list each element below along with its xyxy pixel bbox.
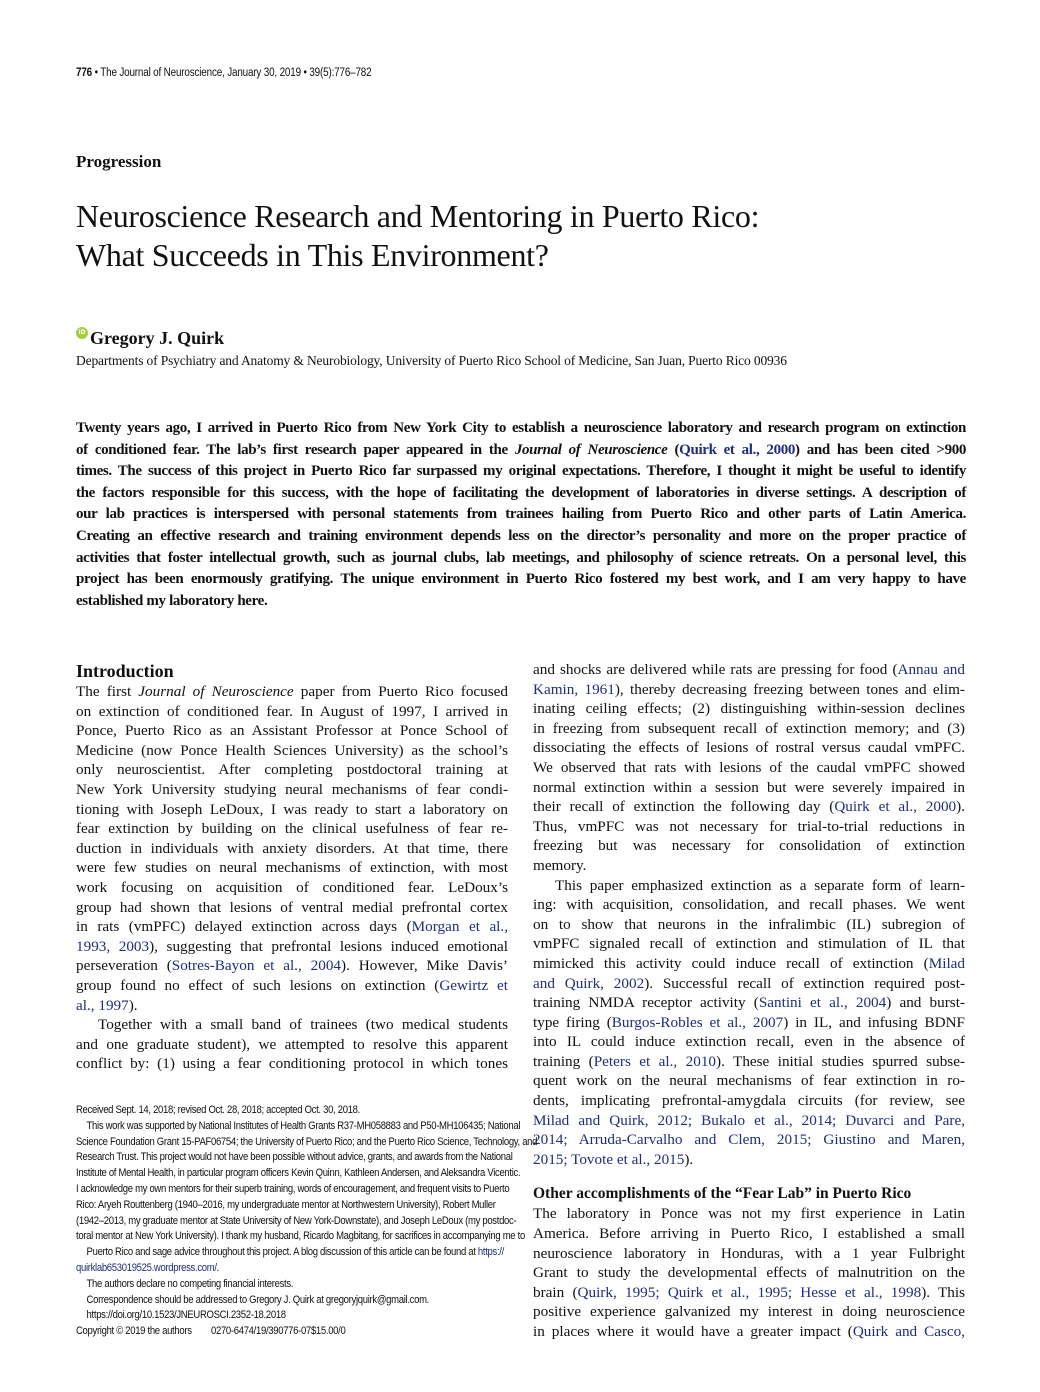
text-line: group found no effect of such lesions on extinction (Gewirtz et <box>76 976 508 994</box>
journal-info: The Journal of Neuroscience, January 30, 2019 <box>100 67 301 79</box>
footnote-line: Science Foundation Grant 15-PAF06754; the University of Puerto Rico; and the Puerto Rico Science, Technology, and <box>76 1135 538 1148</box>
text-line: ing: with acquisition, consolidation, and recall phases. We went <box>533 896 965 914</box>
citation-link[interactable]: Kamin, 1961 <box>533 680 615 698</box>
blog-line: Puerto Rico and sage advice throughout this project. A blog discussion of this article can be found at https:// <box>86 1246 504 1259</box>
citation-link[interactable]: 1993, 2003 <box>76 937 150 955</box>
page-number: 776 <box>76 67 92 79</box>
text-line: brain (Quirk, 1995; Quirk et al., 1995; Hesse et al., 1998). This <box>533 1283 966 1301</box>
orcid-icon[interactable]: iD <box>76 327 88 339</box>
text-line: and one graduate student), we attempted to resolve this apparent <box>76 1035 508 1053</box>
text-line: in rats (vmPFC) delayed extinction across days (Morgan et al., <box>76 918 508 936</box>
text-line: freezing but was necessary for consolidation of extinction <box>533 837 965 855</box>
text-line: New York University studying neural mechanisms of fear condi- <box>76 780 508 798</box>
received-dates: Received Sept. 14, 2018; revised Oct. 28, 2018; accepted Oct. 30, 2018. <box>76 1104 360 1116</box>
text-line: 2015; Tovote et al., 2015). <box>533 1150 694 1168</box>
text-line: group had shown that lesions of ventral medial prefrontal cortex <box>76 898 508 916</box>
citation-link[interactable]: Quirk et al., 2000 <box>679 441 796 458</box>
citation-link[interactable]: 2014; Arruda-Carvalho and Clem, 2015; Giustino and Maren, <box>533 1131 965 1149</box>
text-line: Twenty years ago, I arrived in Puerto Rico from New York City to establish a neuroscience laboratory and research program on extinction <box>76 420 966 436</box>
text-line: America. Before arriving in Puerto Rico, I established a small <box>533 1225 965 1243</box>
text-line: Together with a small band of trainees (two medical students <box>98 1016 508 1034</box>
footnote-line: Rico: Aryeh Routtenberg (1940–2016, my undergraduate mentor at Northwestern University), Robert Muller <box>76 1198 496 1211</box>
citation-link[interactable]: Quirk et al., 2000 <box>834 798 957 816</box>
text-line: activities that foster intellectual growth, such as journal clubs, lab meetings, and philosophy of science retreats. On a personal level, this <box>76 549 966 566</box>
citation-link[interactable]: Morgan et al., <box>411 918 508 936</box>
correspondence: Correspondence should be addressed to Gregory J. Quirk at gregoryjquirk@gmail.com. <box>86 1293 430 1306</box>
text-line: Medicine (now Ponce Health Sciences University) as the school’s <box>76 741 508 759</box>
citation-link[interactable]: and Quirk, 2002 <box>533 974 645 992</box>
text-line: were few studies on neural mechanisms of extinction, with most <box>76 859 508 877</box>
text-line: type firing (Burgos-Robles et al., 2007) in IL, and infusing BDNF <box>533 1013 965 1031</box>
blog-link-cont[interactable]: quirklab653019525.wordpress.com/ <box>76 1261 217 1274</box>
copyright-line <box>76 1324 456 1340</box>
footnote-line: (1942–2013, my graduate mentor at State University of New York-Downstate), and Joseph LeDoux (my postdoc- <box>76 1214 517 1227</box>
right-column <box>533 660 965 1342</box>
citation-link[interactable]: Quirk and Casco, <box>852 1323 965 1340</box>
text-line: normal extinction within a session but were severely impaired in <box>533 778 965 796</box>
text-line: positive experience galvanized my interest in doing neuroscience <box>533 1303 965 1321</box>
text-line: perseveration (Sotres-Bayon et al., 2004). However, Mike Davis’ <box>76 957 508 975</box>
text-line: fear extinction by building on the clinical usefulness of fear re- <box>76 820 508 838</box>
text-line: Creating an effective research and training environment depends less on the director’s personality and more on the proper practice of <box>76 527 966 544</box>
text-line: The first Journal of Neuroscience paper from Puerto Rico focused <box>76 683 509 700</box>
text-line: on extinction of conditioned fear. In August of 1997, I arrived in <box>76 702 508 720</box>
footnote-line: I acknowledge my own mentors for their superb training, words of encouragement, and frequent visits to Puerto <box>76 1182 510 1195</box>
text-line: the factors responsible for this success, with the hope of facilitating the development of laboratories in diverse settings. A description of <box>76 484 966 501</box>
text-line: into IL could induce extinction recall, even in the absence of <box>533 1033 965 1051</box>
citation-link[interactable]: Peters et al., 2010 <box>593 1052 717 1070</box>
text-line: quent work on the neural mechanisms of fear extinction in ro- <box>533 1072 965 1090</box>
left-column <box>76 660 508 1074</box>
citation-link[interactable]: Sotres-Bayon et al., 2004 <box>171 957 342 975</box>
text-line: Ponce, Puerto Rico as an Assistant Professor at Ponce School of <box>76 722 508 740</box>
text-line: their recall of extinction the following day (Quirk et al., 2000). <box>533 798 965 816</box>
issn: 0270-6474/19/390776-07$15.00/0 <box>210 1325 346 1338</box>
article-title <box>76 197 759 275</box>
text-line: training NMDA receptor activity (Santini et al., 2004) and burst- <box>533 994 965 1012</box>
text-line: duction in individuals with anxiety disorders. At that time, there <box>76 839 508 857</box>
citation-link[interactable]: Santini et al., 2004 <box>758 994 887 1012</box>
text-line: established my laboratory here. <box>76 592 268 609</box>
text-line: Grant to study the developmental effects of malnutrition on the <box>533 1264 965 1282</box>
right-column-body <box>533 660 965 1169</box>
text-line <box>533 1111 965 1131</box>
text-line <box>533 1130 965 1150</box>
section-type: Progression <box>76 152 162 171</box>
blog-link[interactable]: https:// <box>477 1246 504 1259</box>
funding-acknowledgments <box>76 1119 538 1245</box>
text-line: conflict by: (1) using a fear conditioning protocol in which tones <box>76 1055 508 1073</box>
text-line: and shocks are delivered while rats are pressing for food (Annau and <box>533 661 965 678</box>
text-line: of conditioned fear. The lab’s first research paper appeared in the Journal of Neuroscience (Quirk et al., 2000) and has been cited >900 <box>76 441 967 458</box>
footnote-line: Institute of Mental Health, in particular program officers Kevin Quinn, Kathleen Andersen, and Aleksandra Vicentic. <box>76 1167 521 1180</box>
citation-link[interactable]: al., 1997 <box>76 996 129 1014</box>
text-line: We observed that rats with lesions of the caudal vmPFC showed <box>533 758 965 776</box>
text-line: on to show that neurons in the infralimbic (IL) subregion of <box>533 915 965 933</box>
doi-link[interactable]: https://doi.org/10.1523/JNEUROSCI.2352-18.2018 <box>86 1309 286 1322</box>
footnote-line: Research Trust. This project would not have been possible without advice, grants, and awards from the National <box>76 1151 513 1164</box>
title-line-1: Neuroscience Research and Mentoring in Puerto Rico: <box>76 198 760 234</box>
text-line: memory. <box>533 856 587 874</box>
text-line: The laboratory in Ponce was not my first experience in Latin <box>533 1205 965 1223</box>
footnotes <box>76 1103 538 1340</box>
subsection-heading: Other accomplishments of the “Fear Lab” in Puerto Rico <box>533 1185 912 1203</box>
volume-info: 39(5):776–782 <box>309 67 372 79</box>
running-header <box>76 67 371 79</box>
text-line: tioning with Joseph LeDoux, I was ready to start a laboratory on <box>76 800 508 818</box>
text-line: al., 1997). <box>76 996 138 1014</box>
competing-interests: The authors declare no competing financial interests. <box>86 1277 294 1290</box>
text-line: and Quirk, 2002). Successful recall of extinction required post- <box>533 974 965 992</box>
text-line: This paper emphasized extinction as a separate form of learn- <box>555 876 965 894</box>
italic-journal-name: Journal of Neuroscience <box>514 441 668 458</box>
section-heading-introduction: Introduction <box>76 661 174 681</box>
text-line: project has been enormously gratifying. The unique environment in Puerto Rico fostered my best work, and I am very happy to have <box>76 571 966 588</box>
text-line: Kamin, 1961), thereby decreasing freezing between tones and elim- <box>533 680 965 698</box>
author-affiliation: Departments of Psychiatry and Anatomy & Neurobiology, University of Puerto Rico School of Medicine, San Juan, Puerto Rico 00936 <box>76 353 787 368</box>
title-line-2: What Succeeds in This Environment? <box>76 237 549 273</box>
author-name: Gregory J. Quirk <box>90 328 225 348</box>
right-column-body-2 <box>533 1204 965 1341</box>
text-line: times. The success of this project in Puerto Rico far surpassed my original expectations. Therefore, I thought it might be useful to identify <box>76 463 966 480</box>
text-line: only neuroscientist. After completing postdoctoral training at <box>76 761 508 779</box>
abstract <box>76 418 966 612</box>
author-line <box>76 328 224 349</box>
citation-link[interactable]: 2015; Tovote et al., 2015 <box>533 1150 685 1168</box>
separator: • <box>303 67 307 79</box>
text-line: mimicked this activity could induce recall of extinction (Milad <box>533 954 965 972</box>
text-line: inating ceiling effects; (2) distinguishing within-session declines <box>533 700 965 718</box>
citation-link[interactable]: Gewirtz et <box>439 976 508 994</box>
separator: • <box>94 67 98 79</box>
text-line: our lab practices is interspersed with personal statements from trainees hailing from Puerto Rico and other parts of Latin America. <box>76 506 966 523</box>
citation-link[interactable]: Milad and Quirk, 2012; Bukalo et al., 2014; Duvarci and Pare, <box>533 1111 965 1129</box>
text-line: in freezing from subsequent recall of extinction memory; and (3) <box>533 719 965 737</box>
text-line: dents, implicating prefrontal-amygdala circuits (for review, see <box>533 1092 965 1110</box>
text-line: work focusing on acquisition of conditioned fear. LeDoux’s <box>76 878 508 896</box>
footnote-line: toral mentor at New York University). I thank my husband, Ricardo Magbitang, for sacrifices in accompanying me to <box>76 1230 525 1243</box>
blog-line-2: quirklab653019525.wordpress.com/. <box>76 1261 220 1274</box>
citation-link[interactable]: Quirk, 1995; Quirk et al., 1995; Hesse et al., 1998 <box>577 1283 922 1301</box>
left-column-body <box>76 682 508 1074</box>
citation-link[interactable]: Burgos-Robles et al., 2007 <box>611 1013 784 1031</box>
text-line: training (Peters et al., 2010). These initial studies spurred subse- <box>533 1052 965 1070</box>
text-line: neuroscience laboratory in Honduras, with a 1 year Fulbright <box>533 1244 965 1262</box>
italic-journal-name: Journal of Neuroscience <box>138 683 294 700</box>
copyright: Copyright © 2019 the authors <box>76 1325 192 1338</box>
text-line: dissociating the effects of lesions of rostral versus caudal vmPFC. <box>533 739 965 757</box>
text-line: 1993, 2003), suggesting that prefrontal lesions induced emotional <box>76 937 508 955</box>
text-line: Thus, vmPFC was not necessary for trial-to-trial reductions in <box>533 817 965 835</box>
text-line: vmPFC signaled recall of extinction and stimulation of IL that <box>533 935 965 953</box>
footnote-line: This work was supported by National Institutes of Health Grants R37-MH058883 and P50-MH106435; National <box>86 1119 521 1132</box>
citation-link[interactable]: Annau and <box>897 661 965 678</box>
citation-link[interactable]: Milad <box>928 954 965 972</box>
text-line: in places where it would have a greater impact (Quirk and Casco, <box>533 1323 965 1340</box>
